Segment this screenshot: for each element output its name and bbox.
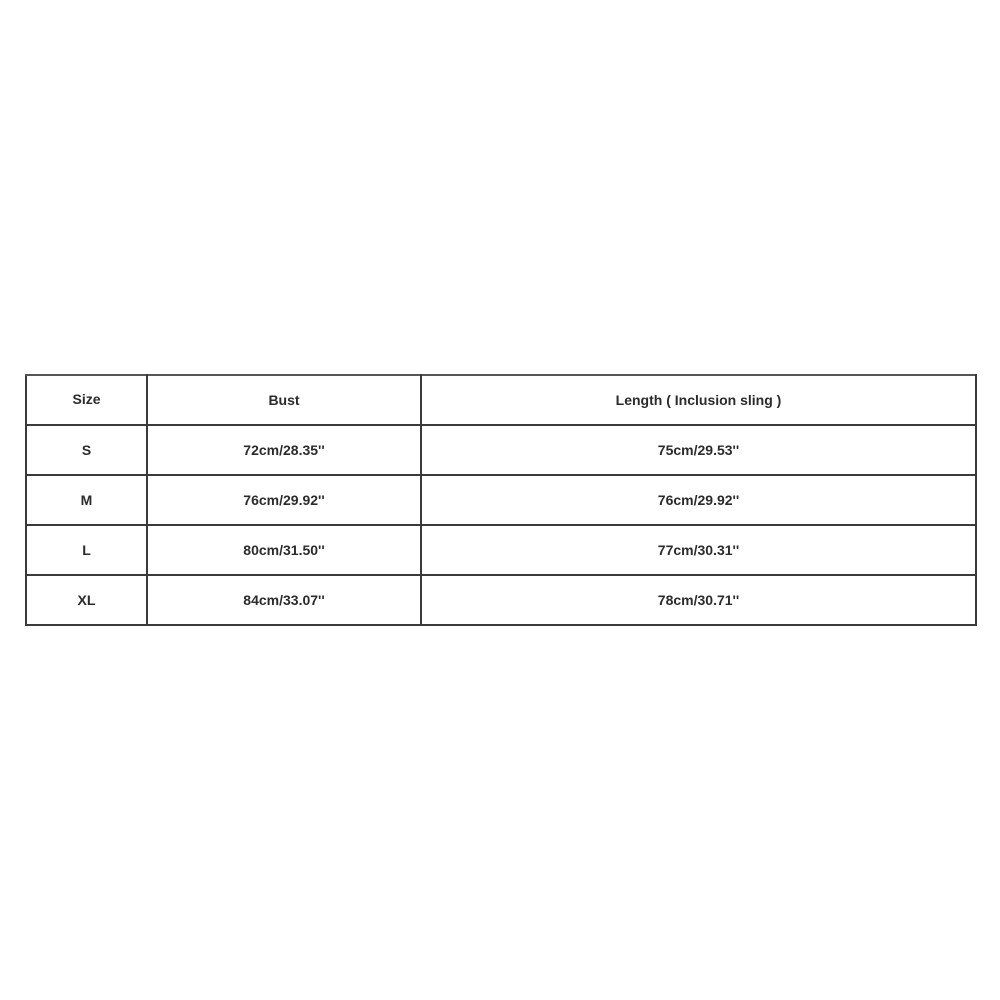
table-header-row [26,375,976,425]
size-chart-table [25,374,977,626]
cell-length: 76cm/29.92'' [421,475,976,525]
cell-size: S [26,425,147,475]
header-length: Length ( Inclusion sling ) [421,375,976,425]
cell-length: 75cm/29.53'' [421,425,976,475]
cell-bust: 72cm/28.35'' [147,425,421,475]
cell-bust: 84cm/33.07'' [147,575,421,625]
table-row [26,525,976,575]
cell-length: 78cm/30.71'' [421,575,976,625]
header-size: Size [26,374,147,424]
cell-size: L [26,525,147,575]
cell-bust: 76cm/29.92'' [147,475,421,525]
cell-bust: 80cm/31.50'' [147,525,421,575]
cell-size: M [26,475,147,525]
cell-size: XL [26,575,147,625]
table-row [26,425,976,475]
table-row [26,575,976,625]
cell-length: 77cm/30.31'' [421,525,976,575]
table-row [26,475,976,525]
header-bust: Bust [147,375,421,425]
